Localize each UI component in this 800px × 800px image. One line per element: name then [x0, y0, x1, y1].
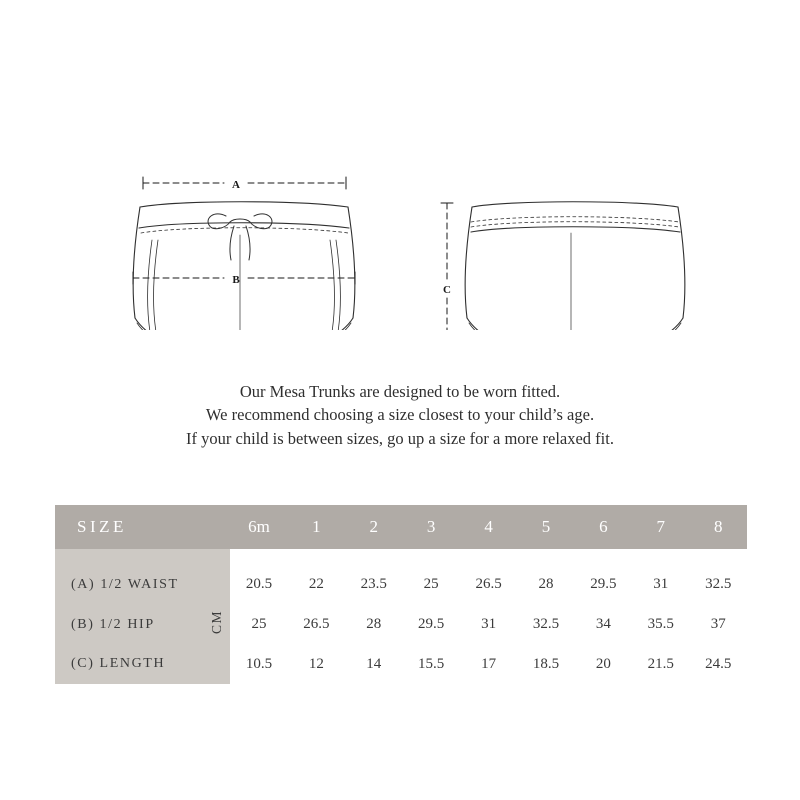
cell-hip-1: 26.5: [288, 605, 345, 645]
header-unit-spacer: [204, 505, 230, 549]
cell-length-5: 18.5: [517, 645, 574, 685]
cell-length-7: 21.5: [632, 645, 689, 685]
spacer-unit-cell: [204, 549, 230, 565]
cell-waist-3: 25: [402, 565, 459, 605]
column-header-5: 5: [517, 505, 574, 549]
description-line-2: We recommend choosing a size closest to your child’s age.: [205, 405, 595, 425]
description-line-1: Our Mesa Trunks are designed to be worn fitted.: [239, 382, 561, 401]
table-row: [55, 605, 747, 645]
column-header-8: 8: [690, 505, 748, 549]
table-row: [55, 565, 747, 605]
column-header-4: 4: [460, 505, 517, 549]
unit-cell: [204, 565, 230, 684]
cell-length-8: 24.5: [690, 645, 748, 685]
cell-waist-8: 32.5: [690, 565, 748, 605]
column-header-6m: 6m: [230, 505, 287, 549]
row-label-half-hip: (B) 1/2 HIP: [55, 605, 204, 645]
description-line-3: If your child is between sizes, go up a size for a more relaxed fit.: [186, 428, 614, 448]
cell-hip-6: 34: [575, 605, 632, 645]
cell-hip-2: 28: [345, 605, 402, 645]
cell-hip-8: 37: [690, 605, 748, 645]
description-block: [0, 380, 800, 450]
cell-hip-6m: 25: [230, 605, 287, 645]
cell-hip-7: 35.5: [632, 605, 689, 645]
cell-length-3: 15.5: [402, 645, 459, 685]
column-header-2: 2: [345, 505, 402, 549]
marker-label-c: C: [443, 284, 451, 296]
size-chart: [55, 505, 747, 684]
spacer-values-cell: [230, 549, 747, 565]
spacer-label-cell: [55, 549, 204, 565]
row-label-half-waist: (A) 1/2 WAIST: [55, 565, 204, 605]
cell-waist-6: 29.5: [575, 565, 632, 605]
cell-hip-3: 29.5: [402, 605, 459, 645]
shorts-front-view: [133, 177, 355, 330]
shorts-technical-drawing: [0, 70, 800, 330]
size-diagrams: [0, 70, 800, 330]
shorts-back-view: [441, 202, 685, 330]
cell-length-2: 14: [345, 645, 402, 685]
table-title: SIZE: [55, 505, 204, 549]
marker-label-a: A: [232, 179, 240, 191]
cell-waist-6m: 20.5: [230, 565, 287, 605]
marker-label-b: B: [232, 274, 240, 286]
cell-length-6m: 10.5: [230, 645, 287, 685]
cell-waist-2: 23.5: [345, 565, 402, 605]
cell-length-4: 17: [460, 645, 517, 685]
table-row: [55, 645, 747, 685]
cell-length-1: 12: [288, 645, 345, 685]
table-spacer-row: [55, 549, 747, 565]
cell-waist-4: 26.5: [460, 565, 517, 605]
cell-hip-4: 31: [460, 605, 517, 645]
cell-waist-7: 31: [632, 565, 689, 605]
column-header-3: 3: [402, 505, 459, 549]
size-table: [55, 505, 747, 684]
column-header-1: 1: [288, 505, 345, 549]
column-header-7: 7: [632, 505, 689, 549]
column-header-6: 6: [575, 505, 632, 549]
cell-waist-1: 22: [288, 565, 345, 605]
cell-waist-5: 28: [517, 565, 574, 605]
row-label-length: (C) LENGTH: [55, 645, 204, 685]
cell-length-6: 20: [575, 645, 632, 685]
cell-hip-5: 32.5: [517, 605, 574, 645]
unit-label: CM: [209, 609, 225, 634]
table-header-row: [55, 505, 747, 549]
